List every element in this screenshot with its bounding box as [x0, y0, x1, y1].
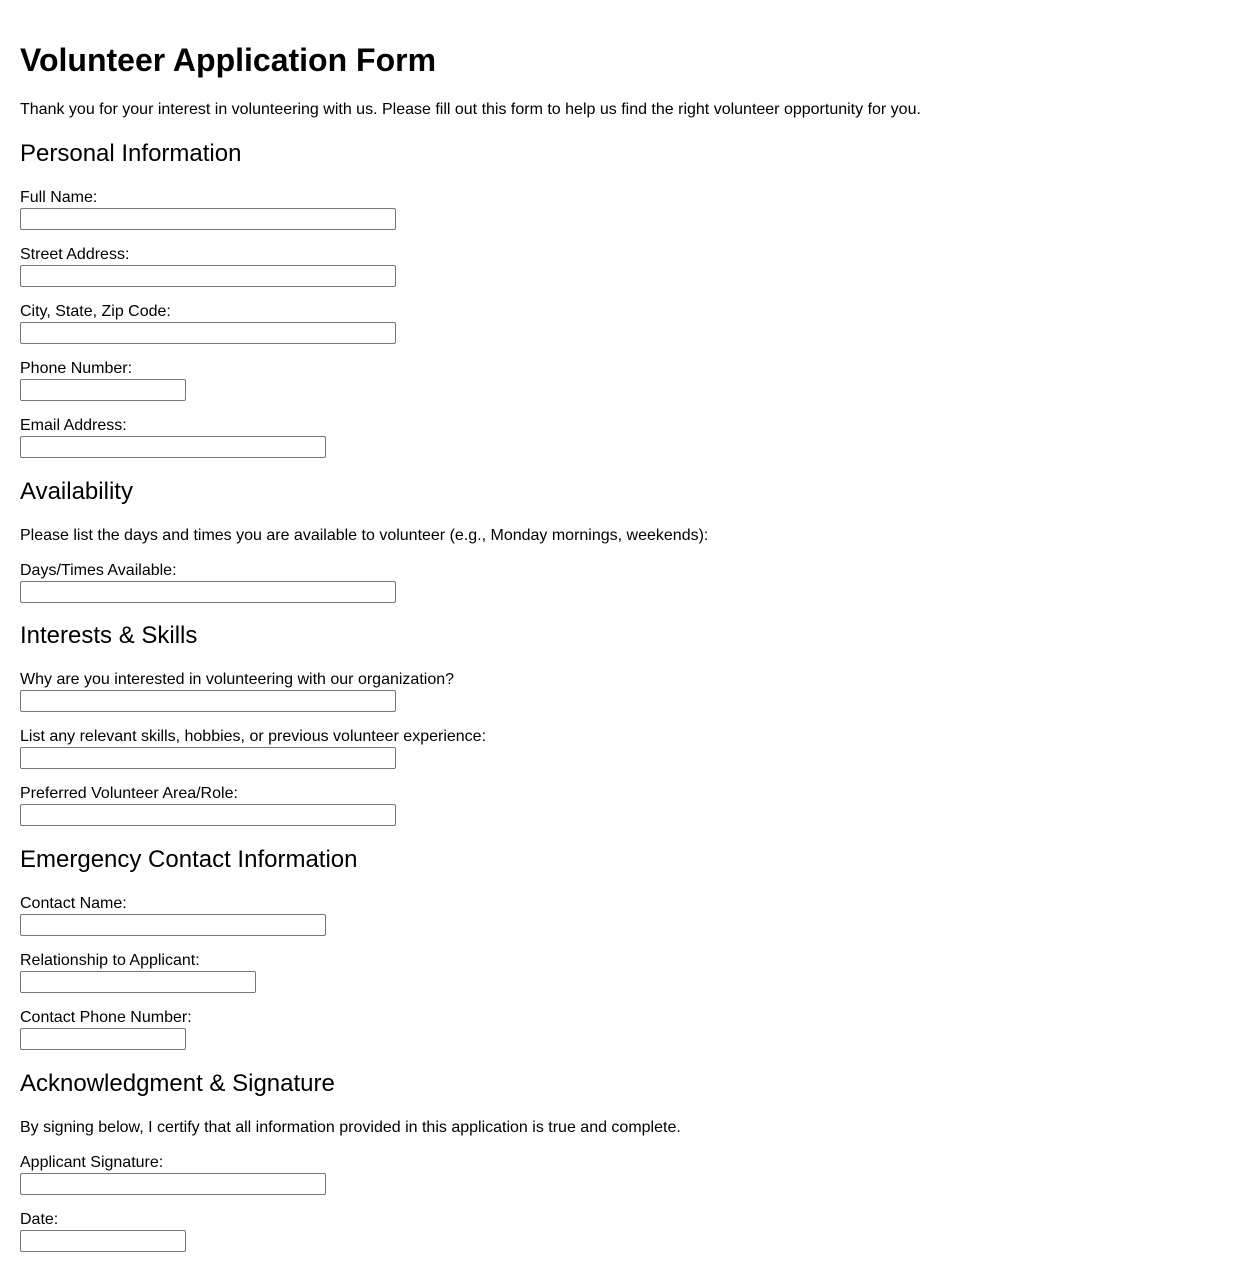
date-field-group — [20, 1210, 186, 1252]
relationship-field-group — [20, 951, 256, 993]
acknowledgment-statement: By signing below, I certify that all information provided in this application is true and complete. — [20, 1119, 681, 1136]
skills-input[interactable] — [20, 747, 396, 769]
why-interested-field-group — [20, 670, 454, 712]
section-heading-acknowledgment: Acknowledgment & Signature — [20, 1070, 335, 1097]
intro-text: Thank you for your interest in volunteering with us. Please fill out this form to help us find the right volunteer opportunity for you. — [20, 101, 921, 118]
section-heading-personal: Personal Information — [20, 140, 242, 167]
city-state-zip-field-group — [20, 302, 396, 344]
city-state-zip-label: City, State, Zip Code: — [20, 303, 171, 320]
days-times-field-group — [20, 561, 396, 603]
section-heading-availability: Availability — [20, 478, 133, 505]
phone-field-group — [20, 359, 186, 401]
why-interested-input[interactable] — [20, 690, 396, 712]
date-label: Date: — [20, 1211, 59, 1228]
days-times-input[interactable] — [20, 581, 396, 603]
signature-label: Applicant Signature: — [20, 1154, 164, 1171]
contact-phone-field-group — [20, 1008, 192, 1050]
preferred-role-field-group — [20, 784, 396, 826]
preferred-role-label: Preferred Volunteer Area/Role: — [20, 785, 238, 802]
email-input[interactable] — [20, 436, 326, 458]
relationship-input[interactable] — [20, 971, 256, 993]
skills-label: List any relevant skills, hobbies, or previous volunteer experience: — [20, 728, 487, 745]
page-title: Volunteer Application Form — [20, 42, 437, 78]
full-name-label: Full Name: — [20, 189, 98, 206]
skills-field-group — [20, 727, 486, 769]
signature-input[interactable] — [20, 1173, 326, 1195]
contact-phone-label: Contact Phone Number: — [20, 1009, 192, 1026]
section-heading-emergency: Emergency Contact Information — [20, 846, 358, 873]
relationship-label: Relationship to Applicant: — [20, 952, 200, 969]
preferred-role-input[interactable] — [20, 804, 396, 826]
section-heading-interests: Interests & Skills — [20, 622, 198, 649]
email-label: Email Address: — [20, 417, 127, 434]
contact-name-field-group — [20, 894, 326, 936]
phone-input[interactable] — [20, 379, 186, 401]
contact-name-input[interactable] — [20, 914, 326, 936]
full-name-field-group — [20, 188, 396, 230]
date-input[interactable] — [20, 1230, 186, 1252]
city-state-zip-input[interactable] — [20, 322, 396, 344]
contact-name-label: Contact Name: — [20, 895, 127, 912]
street-address-field-group — [20, 245, 396, 287]
signature-field-group — [20, 1153, 326, 1195]
street-address-input[interactable] — [20, 265, 396, 287]
full-name-input[interactable] — [20, 208, 396, 230]
contact-phone-input[interactable] — [20, 1028, 186, 1050]
why-interested-label: Why are you interested in volunteering with our organization? — [20, 671, 455, 688]
availability-instructions: Please list the days and times you are available to volunteer (e.g., Monday mornings, weekends): — [20, 527, 709, 544]
days-times-label: Days/Times Available: — [20, 562, 177, 579]
phone-label: Phone Number: — [20, 360, 133, 377]
email-field-group — [20, 416, 326, 458]
street-address-label: Street Address: — [20, 246, 130, 263]
